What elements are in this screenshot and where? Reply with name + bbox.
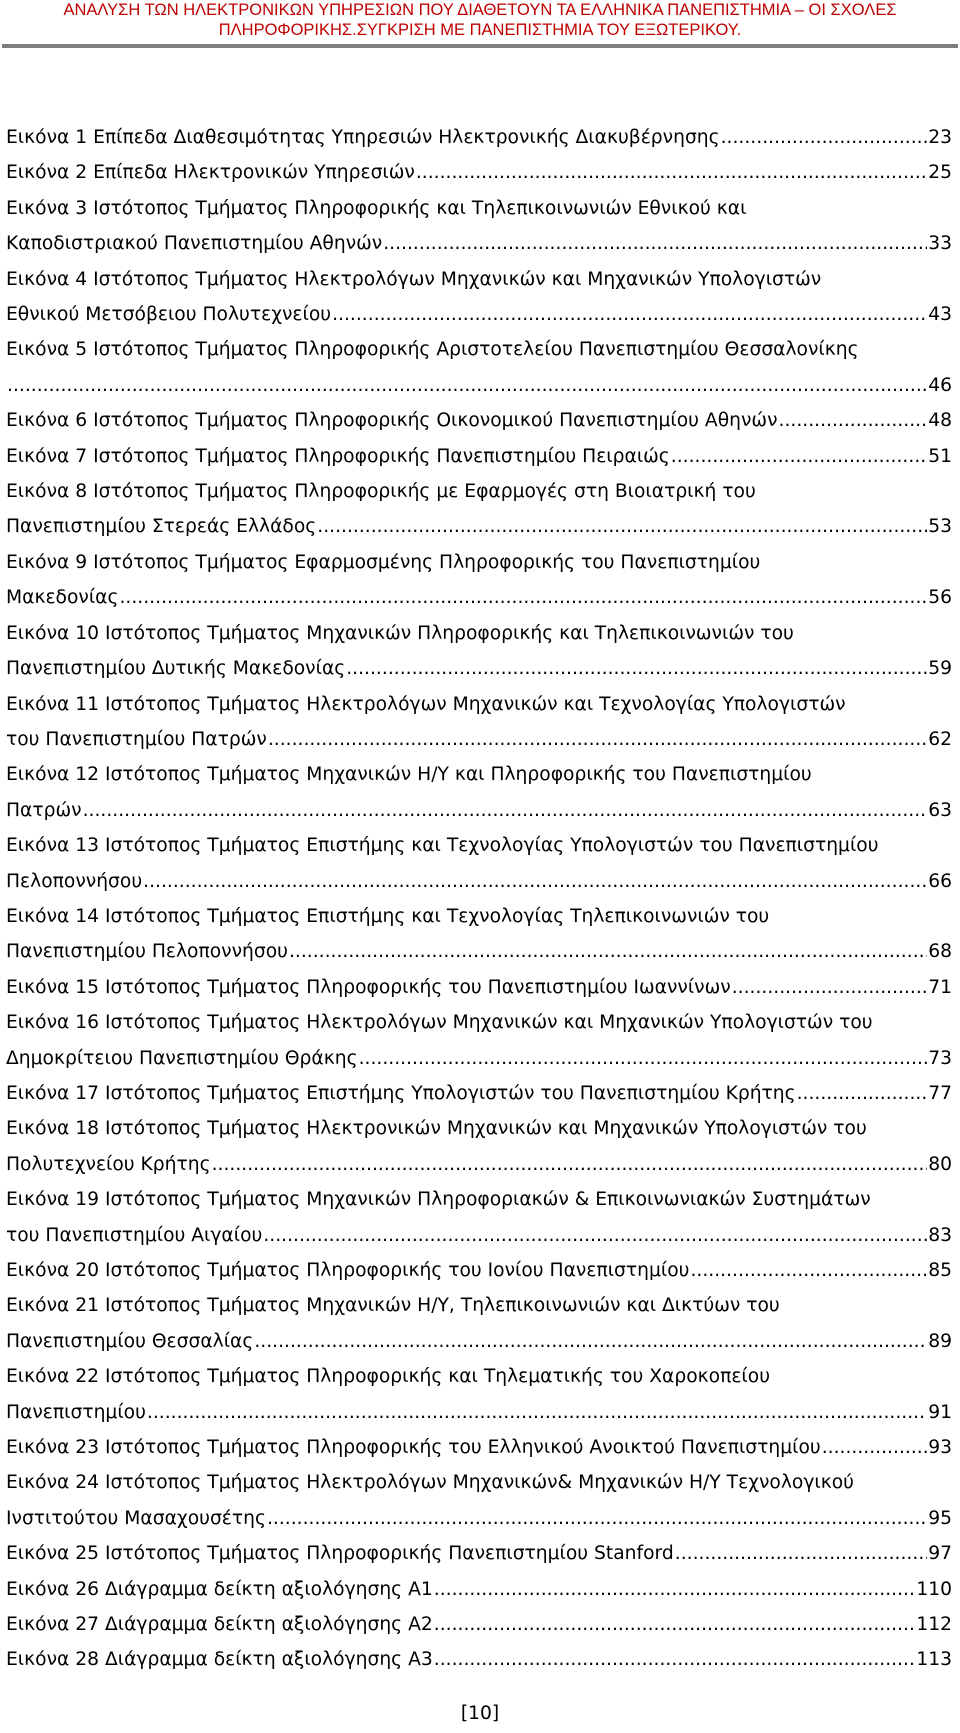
toc-entry-row [6, 1430, 952, 1465]
toc-entry[interactable] [6, 403, 952, 438]
toc-entry-title-line: Εικόνα 5 Ιστότοπος Τμήματος Πληροφορικής Αριστοτελείου Πανεπιστημίου Θεσσαλονίκης [6, 339, 859, 361]
toc-entry-title-line: Εικόνα 8 Ιστότοπος Τμήματος Πληροφορικής με Εφαρμογές στη Βιοιατρική του [6, 481, 756, 503]
toc-entry-row [6, 1607, 952, 1642]
dot-leader [732, 970, 928, 1005]
toc-entry-page: 73 [928, 1047, 952, 1069]
toc-entry-title: Πανεπιστημίου Δυτικής Μακεδονίας [6, 658, 346, 680]
toc-entry-row [6, 368, 952, 403]
toc-entry-title: Εικόνα 25 Ιστότοπος Τμήματος Πληροφορικής Πανεπιστημίου Stanford [6, 1543, 674, 1565]
toc-entry[interactable] [6, 1607, 952, 1642]
toc-entry[interactable] [6, 332, 952, 403]
toc-entry-row [6, 722, 952, 757]
dot-leader [434, 1572, 916, 1607]
toc-entry-title-line: Εικόνα 12 Ιστότοπος Τμήματος Μηχανικών Η/Υ και Πληροφορικής του Πανεπιστημίου [6, 764, 812, 786]
toc-entry-title: του Πανεπιστημίου Πατρών [6, 728, 267, 750]
dot-leader [263, 1218, 927, 1253]
toc-entry-page: 95 [928, 1507, 952, 1529]
dot-leader [383, 226, 927, 261]
dot-leader [268, 722, 927, 757]
toc-entry-row [6, 793, 952, 828]
toc-entry-row [6, 297, 952, 332]
toc-entry-row [6, 1642, 952, 1677]
toc-entry-title: Πατρών [6, 799, 82, 821]
toc-entry-row [6, 970, 952, 1005]
toc-entry-row [6, 1076, 952, 1111]
dot-leader [254, 1324, 927, 1359]
toc-entry[interactable] [6, 970, 952, 1005]
toc-entry[interactable] [6, 1288, 952, 1359]
toc-entry-title-line: Εικόνα 4 Ιστότοπος Τμήματος Ηλεκτρολόγων Μηχανικών και Μηχανικών Υπολογιστών [6, 268, 822, 290]
toc-entry-title: Εικόνα 26 Διάγραμμα δείκτη αξιολόγησης Α1 [6, 1578, 433, 1600]
dot-leader [346, 651, 927, 686]
toc-entry-row [6, 226, 952, 261]
toc-entry-row [6, 1572, 952, 1607]
toc-entry-title: Πελοποννήσου [6, 870, 143, 892]
toc-entry[interactable] [6, 120, 952, 155]
toc-entry-title: Εθνικού Μετσόβειου Πολυτεχνείου [6, 304, 332, 326]
toc-entry[interactable] [6, 1536, 952, 1571]
toc-entry-title-line: Εικόνα 9 Ιστότοπος Τμήματος Εφαρμοσμένης Πληροφορικής του Πανεπιστημίου [6, 551, 761, 573]
toc-entry-page: 63 [928, 799, 952, 821]
toc-entry-title-line: Εικόνα 18 Ιστότοπος Τμήματος Ηλεκτρονικών Μηχανικών και Μηχανικών Υπολογιστών του [6, 1118, 867, 1140]
toc-entry-title: Πολυτεχνείου Κρήτης [6, 1153, 211, 1175]
toc-entry-title: Εικόνα 17 Ιστότοπος Τμήματος Επιστήμης Υπολογιστών του Πανεπιστημίου Κρήτης [6, 1082, 796, 1104]
toc-entry-title: Εικόνα 6 Ιστότοπος Τμήματος Πληροφορικής Οικονομικού Πανεπιστημίου Αθηνών [6, 410, 778, 432]
toc-entry-title-line: Εικόνα 16 Ιστότοπος Τμήματος Ηλεκτρολόγων Μηχανικών και Μηχανικών Υπολογιστών του [6, 1012, 873, 1034]
dot-leader [797, 1076, 928, 1111]
toc-entry-title: Εικόνα 15 Ιστότοπος Τμήματος Πληροφορικής του Πανεπιστημίου Ιωαννίνων [6, 976, 731, 998]
toc-entry-page: 59 [928, 658, 952, 680]
toc-entry-title: του Πανεπιστημίου Αιγαίου [6, 1224, 263, 1246]
toc-entry-title-line: Εικόνα 21 Ιστότοπος Τμήματος Μηχανικών Η/Υ, Τηλεπικοινωνιών και Δικτύων του [6, 1295, 780, 1317]
toc-entry-title: Πανεπιστημίου Θεσσαλίας [6, 1330, 254, 1352]
toc-entry-title: Πανεπιστημίου [6, 1401, 146, 1423]
toc-entry-row [6, 580, 952, 615]
toc-entry-page: 112 [916, 1614, 952, 1636]
toc-entry[interactable] [6, 616, 952, 687]
toc-entry[interactable] [6, 545, 952, 616]
toc-entry-row [6, 1536, 952, 1571]
toc-entry-row [6, 1218, 952, 1253]
toc-entry-page: 43 [928, 304, 952, 326]
dot-leader [416, 155, 927, 190]
toc-entry-title-line: Εικόνα 3 Ιστότοπος Τμήματος Πληροφορικής και Τηλεπικοινωνιών Εθνικού και [6, 197, 747, 219]
toc-entry[interactable] [6, 1572, 952, 1607]
toc-entry-title: Ινστιτούτου Μασαχουσέτης [6, 1507, 266, 1529]
toc-entry-row [6, 1253, 952, 1288]
toc-entry-row [6, 155, 952, 190]
toc-entry[interactable] [6, 1076, 952, 1111]
toc-entry-title-line: Εικόνα 19 Ιστότοπος Τμήματος Μηχανικών Πληροφοριακών & Επικοινωνιακών Συστημάτων [6, 1189, 871, 1211]
dot-leader [147, 1395, 927, 1430]
toc-entry[interactable] [6, 687, 952, 758]
toc-entry-title: Δημοκρίτειου Πανεπιστημίου Θράκης [6, 1047, 358, 1069]
toc-entry[interactable] [6, 1111, 952, 1182]
page-number: [10] [460, 1703, 500, 1724]
dot-leader [675, 1536, 927, 1571]
dot-leader [143, 864, 927, 899]
dot-leader [317, 509, 927, 544]
toc-entry-title-line: Εικόνα 24 Ιστότοπος Τμήματος Ηλεκτρολόγων Μηχανικών& Μηχανικών Η/Υ Τεχνολογικού [6, 1472, 854, 1494]
toc-entry[interactable] [6, 155, 952, 190]
toc-entry-title: Πανεπιστημίου Πελοποννήσου [6, 941, 288, 963]
dot-leader [119, 580, 927, 615]
toc-entry-page: 91 [928, 1401, 952, 1423]
toc-entry[interactable] [6, 262, 952, 333]
toc-entry-title: Μακεδονίας [6, 587, 119, 609]
dot-leader [690, 1253, 927, 1288]
toc-entry-title-line: Εικόνα 13 Ιστότοπος Τμήματος Επιστήμης και Τεχνολογίας Υπολογιστών του Πανεπιστημίου [6, 835, 879, 857]
toc-entry-page: 46 [928, 374, 952, 396]
dot-leader [267, 1501, 927, 1536]
toc-entry[interactable] [6, 899, 952, 970]
header-line-1: ΑΝΑΛΥΣΗ ΤΩΝ ΗΛΕΚΤΡΟΝΙΚΩΝ ΥΠΗΡΕΣΙΩΝ ΠΟΥ ΔΙΑΘΕΤΟΥΝ ΤΑ ΕΛΛΗΝΙΚΑ ΠΑΝΕΠΙΣΤΗΜΙΑ – ΟΙ ΣΧΟΛΕΣ [63, 1, 897, 19]
toc-entry-title: Πανεπιστημίου Στερεάς Ελλάδος [6, 516, 317, 538]
dot-leader [212, 1147, 928, 1182]
toc-entry-page: 77 [928, 1082, 952, 1104]
toc-entry[interactable] [6, 1642, 952, 1677]
dot-leader [7, 368, 927, 403]
dot-leader [779, 403, 928, 438]
toc-entry-page: 71 [928, 976, 952, 998]
toc-entry-page: 56 [928, 587, 952, 609]
dot-leader [721, 120, 928, 155]
toc-entry-page: 93 [928, 1437, 952, 1459]
toc-entry-page: 83 [928, 1224, 952, 1246]
dot-leader [289, 934, 927, 969]
dot-leader [359, 1041, 928, 1076]
toc-entry-title: Εικόνα 2 Επίπεδα Ηλεκτρονικών Υπηρεσιών [6, 162, 415, 184]
toc-entry-page: 80 [928, 1153, 952, 1175]
toc-entry-title-line: Εικόνα 14 Ιστότοπος Τμήματος Επιστήμης και Τεχνολογίας Τηλεπικοινωνιών του [6, 905, 770, 927]
toc-entry-row [6, 1324, 952, 1359]
toc-entry-page: 110 [916, 1578, 952, 1600]
toc-entry-page: 51 [928, 445, 952, 467]
toc-entry-title: Καποδιστριακού Πανεπιστημίου Αθηνών [6, 233, 383, 255]
header-line-2: ΠΛΗΡΟΦΟΡΙΚΗΣ.ΣΥΓΚΡΙΣΗ ΜΕ ΠΑΝΕΠΙΣΤΗΜΙΑ ΤΟΥ ΕΞΩΤΕΡΙΚΟΥ. [218, 21, 742, 39]
toc-entry[interactable] [6, 1005, 952, 1076]
toc-entry-title: Εικόνα 23 Ιστότοπος Τμήματος Πληροφορικής του Ελληνικού Ανοικτού Πανεπιστημίου [6, 1437, 821, 1459]
toc-entry-page: 25 [928, 162, 952, 184]
dot-leader [822, 1430, 928, 1465]
dot-leader [434, 1607, 916, 1642]
toc-entry[interactable] [6, 474, 952, 545]
toc-entry[interactable] [6, 439, 952, 474]
toc-entry[interactable] [6, 1430, 952, 1465]
dot-leader [83, 793, 928, 828]
toc-entry[interactable] [6, 828, 952, 899]
toc-entry-row [6, 403, 952, 438]
toc-entry-page: 23 [928, 127, 952, 148]
toc-entry-title-line: Εικόνα 10 Ιστότοπος Τμήματος Μηχανικών Πληροφορικής και Τηλεπικοινωνιών του [6, 622, 794, 644]
toc-entry-title: Εικόνα 1 Επίπεδα Διαθεσιμότητας Υπηρεσιών Ηλεκτρονικής Διακυβέρνησης [6, 127, 720, 148]
dot-leader [434, 1642, 916, 1677]
toc-entry-row [6, 1395, 952, 1430]
toc-entry[interactable] [6, 191, 952, 262]
toc-entry[interactable] [6, 1253, 952, 1288]
toc-entry-row [6, 1147, 952, 1182]
toc-entry-row [6, 120, 952, 155]
toc-entry[interactable] [6, 1182, 952, 1253]
dot-leader [332, 297, 927, 332]
toc-entry-page: 53 [928, 516, 952, 538]
toc-entry-page: 66 [928, 870, 952, 892]
toc-entry-row [6, 1501, 952, 1536]
toc-entry-row [6, 1041, 952, 1076]
toc-entry-title-line: Εικόνα 22 Ιστότοπος Τμήματος Πληροφορικής και Τηλεματικής του Χαροκοπείου [6, 1366, 771, 1388]
toc-entry-title: Εικόνα 28 Διάγραμμα δείκτη αξιολόγησης Α3 [6, 1649, 433, 1671]
toc-entry-page: 89 [928, 1330, 952, 1352]
toc-entry-page: 113 [916, 1649, 952, 1671]
dot-leader [671, 439, 927, 474]
toc-entry-page: 48 [928, 410, 952, 432]
running-header [0, 0, 960, 40]
toc-entry-title-line: Εικόνα 11 Ιστότοπος Τμήματος Ηλεκτρολόγων Μηχανικών και Τεχνολογίας Υπολογιστών [6, 693, 846, 715]
toc-entry[interactable] [6, 1359, 952, 1430]
toc-entry-row [6, 651, 952, 686]
toc-entry-page: 33 [928, 233, 952, 255]
toc-entry-title: Εικόνα 27 Διάγραμμα δείκτη αξιολόγησης Α2 [6, 1614, 433, 1636]
toc-entry-title: Εικόνα 7 Ιστότοπος Τμήματος Πληροφορικής Πανεπιστημίου Πειραιώς [6, 445, 670, 467]
toc-entry-page: 97 [928, 1543, 952, 1565]
toc-entry-row [6, 864, 952, 899]
header-divider [2, 44, 958, 48]
toc-entry-row [6, 439, 952, 474]
toc-entry-row [6, 509, 952, 544]
toc-entry-page: 68 [928, 941, 952, 963]
toc-entry-page: 62 [928, 728, 952, 750]
toc-entry-page: 85 [928, 1260, 952, 1281]
toc-entry-title: Εικόνα 20 Ιστότοπος Τμήματος Πληροφορικής του Ιονίου Πανεπιστημίου [6, 1260, 690, 1281]
toc-entry[interactable] [6, 1465, 952, 1536]
toc-entry-row [6, 934, 952, 969]
table-of-figures [6, 120, 952, 1678]
toc-entry[interactable] [6, 757, 952, 828]
